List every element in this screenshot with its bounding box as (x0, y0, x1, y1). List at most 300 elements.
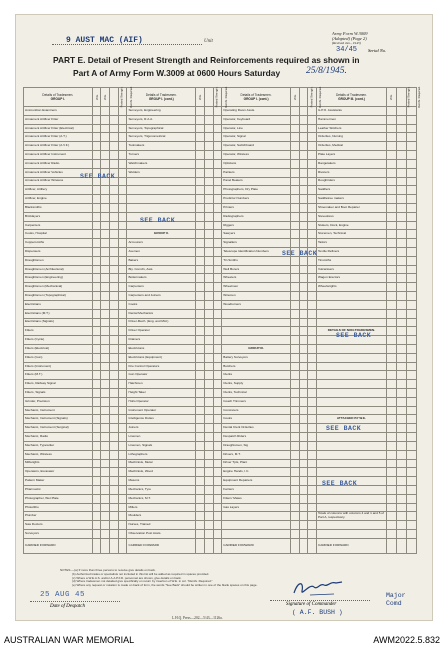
count-cell (299, 406, 308, 415)
count-cell (396, 530, 406, 539)
count-cell (92, 203, 101, 212)
trade-cell: Storemen, Technical (317, 230, 387, 239)
count-cell (204, 327, 213, 336)
count-cell (406, 362, 416, 371)
count-cell (118, 265, 127, 274)
count-cell (204, 107, 213, 116)
count-cell (308, 300, 317, 309)
col-header-reinfs: Reinfs. Required. (308, 88, 317, 107)
count-cell (386, 441, 396, 450)
count-cell (299, 168, 308, 177)
count-cell (204, 256, 213, 265)
trade-cell: Grinder, Precision (24, 397, 93, 406)
count-cell (118, 433, 127, 442)
count-cell (101, 142, 110, 151)
count-cell (396, 230, 406, 239)
count-cell (386, 468, 396, 477)
count-cell (196, 530, 205, 539)
count-cell (101, 441, 110, 450)
count-cell (299, 107, 308, 116)
count-cell (118, 115, 127, 124)
count-cell (308, 203, 317, 212)
table-row (24, 485, 417, 494)
count-cell (299, 380, 308, 389)
table-row (24, 203, 417, 212)
trade-cell: Surveyors, Engineering (127, 107, 196, 116)
count-cell (213, 336, 222, 345)
count-cell (299, 441, 308, 450)
count-cell (386, 371, 396, 380)
trade-cell (317, 371, 387, 380)
count-cell (204, 459, 213, 468)
count-cell (118, 256, 127, 265)
count-cell (406, 485, 416, 494)
count-cell (118, 441, 127, 450)
trade-cell: Saw Doctors (24, 521, 93, 530)
count-cell (308, 503, 317, 512)
count-cell (92, 389, 101, 398)
count-cell (386, 283, 396, 292)
count-cell (92, 477, 101, 486)
trade-cell: Fitters (Cycle) (24, 336, 93, 345)
count-cell (386, 415, 396, 424)
count-cell (290, 274, 299, 283)
count-cell (204, 415, 213, 424)
count-cell (196, 318, 205, 327)
count-cell (290, 195, 299, 204)
count-cell (204, 300, 213, 309)
count-cell (406, 521, 416, 530)
count-cell (101, 336, 110, 345)
count-cell (290, 300, 299, 309)
count-cell (110, 239, 119, 248)
count-cell (92, 336, 101, 345)
count-cell (290, 107, 299, 116)
trade-cell: Coach Trimmers (222, 397, 291, 406)
trade-cell: Rangetakers (317, 159, 387, 168)
count-cell (290, 459, 299, 468)
count-cell (204, 195, 213, 204)
table-row (24, 151, 417, 160)
trade-cell: Gun Operator (127, 371, 196, 380)
count-cell (386, 538, 396, 553)
count-cell (101, 477, 110, 486)
table-row (24, 530, 417, 539)
trade-cell: Electricians (24, 300, 93, 309)
trade-cell: Armament Artificer Fitter (24, 115, 93, 124)
trade-cell: Armament Artificer Fitter (Electrical) (24, 124, 93, 133)
count-cell (101, 468, 110, 477)
count-cell (406, 124, 416, 133)
count-cell (118, 538, 127, 553)
see-back-stamp: SEE BACK (80, 173, 116, 180)
table-row (24, 353, 417, 362)
trade-cell (317, 380, 387, 389)
count-cell (406, 433, 416, 442)
count-cell (406, 468, 416, 477)
count-cell (196, 265, 205, 274)
trade-cell: Fitters, Railway Signal (24, 380, 93, 389)
count-cell (110, 195, 119, 204)
trade-cell: Engine Hands, I.C. (222, 468, 291, 477)
trade-cell: Fitters (Electrical) (24, 344, 93, 353)
count-cell (101, 212, 110, 221)
count-cell (204, 433, 213, 442)
trade-cell: G.P.O. Assistants (317, 107, 387, 116)
count-cell (196, 441, 205, 450)
count-cell (213, 318, 222, 327)
table-row (24, 142, 417, 151)
count-cell (406, 441, 416, 450)
count-cell (396, 450, 406, 459)
count-cell (406, 186, 416, 195)
count-cell (110, 538, 119, 553)
signature-label: Signature of Commander (286, 602, 337, 607)
trade-cell (317, 353, 387, 362)
trade-cell (222, 318, 291, 327)
count-cell (386, 353, 396, 362)
count-cell (92, 265, 101, 274)
count-cell (386, 230, 396, 239)
count-cell (396, 344, 406, 353)
count-cell (308, 477, 317, 486)
count-cell (196, 521, 205, 530)
trade-cell (317, 389, 387, 398)
count-cell (213, 107, 222, 116)
count-cell (396, 300, 406, 309)
count-cell (406, 477, 416, 486)
count-cell (110, 115, 119, 124)
count-cell (213, 380, 222, 389)
count-cell (213, 477, 222, 486)
count-cell (196, 380, 205, 389)
trade-cell: Pharmacist (24, 485, 93, 494)
count-cell (92, 248, 101, 257)
count-cell (101, 115, 110, 124)
notes-block (60, 569, 257, 588)
table-row (24, 450, 417, 459)
trade-cell: Surveyors (24, 530, 93, 539)
trade-cell: Driver Operator (127, 327, 196, 336)
count-cell (118, 309, 127, 318)
count-cell (386, 292, 396, 301)
count-cell (308, 521, 317, 530)
count-cell (386, 124, 396, 133)
count-cell (386, 512, 396, 521)
count-cell (213, 450, 222, 459)
count-cell (196, 274, 205, 283)
count-cell (386, 195, 396, 204)
count-cell (204, 283, 213, 292)
count-cell (213, 468, 222, 477)
table-row (24, 212, 417, 221)
count-cell (308, 283, 317, 292)
count-cell (396, 177, 406, 186)
count-cell (101, 397, 110, 406)
count-cell (101, 124, 110, 133)
table-row (24, 441, 417, 450)
count-cell (101, 503, 110, 512)
trade-cell: Linemen, Signals (127, 441, 196, 450)
count-cell (92, 221, 101, 230)
count-cell (406, 265, 416, 274)
table-row (24, 274, 417, 283)
count-cell (110, 221, 119, 230)
col-header-posted: Posted Strength. (110, 88, 119, 107)
count-cell (92, 318, 101, 327)
count-cell (299, 239, 308, 248)
count-cell (204, 477, 213, 486)
trade-cell (222, 327, 291, 336)
count-cell (213, 177, 222, 186)
signature-underline (270, 600, 370, 601)
see-back-stamp: SEE BACK (326, 425, 362, 432)
count-cell (308, 389, 317, 398)
trade-cell: Well Borers (222, 265, 291, 274)
trade-cell: Orderlies, Nursing (317, 133, 387, 142)
count-cell (204, 159, 213, 168)
col-header-we: W.E. (92, 88, 101, 107)
count-cell (290, 336, 299, 345)
count-cell (110, 530, 119, 539)
trade-cell: Fitters (M.T.) (24, 371, 93, 380)
trade-cell: Tin Smiths (222, 256, 291, 265)
trade-cell: Carpenters (127, 283, 196, 292)
count-cell (110, 186, 119, 195)
count-cell (290, 353, 299, 362)
trade-cell: Bricklayers (24, 212, 93, 221)
count-cell (290, 415, 299, 424)
trade-cell: Despatch Riders (222, 433, 291, 442)
count-cell (386, 336, 396, 345)
count-cell (118, 477, 127, 486)
count-cell (290, 265, 299, 274)
count-cell (101, 283, 110, 292)
count-cell (406, 327, 416, 336)
date-handwritten: 25/8/1945. (306, 66, 347, 76)
table-row (24, 159, 417, 168)
count-cell (101, 512, 110, 521)
count-cell (396, 195, 406, 204)
table-row (24, 124, 417, 133)
count-cell (290, 424, 299, 433)
count-cell (213, 195, 222, 204)
count-cell (406, 274, 416, 283)
trade-cell: Mechanics, Tyre (127, 485, 196, 494)
count-cell (290, 159, 299, 168)
count-cell (386, 344, 396, 353)
trade-cell: Equipment Repairers (222, 477, 291, 486)
count-cell (290, 433, 299, 442)
count-cell (308, 450, 317, 459)
trade-cell: Draughtsmen (Topographical) (24, 292, 93, 301)
count-cell (396, 212, 406, 221)
count-cell (92, 239, 101, 248)
count-cell (92, 256, 101, 265)
count-cell (406, 177, 416, 186)
count-cell (299, 468, 308, 477)
count-cell (196, 344, 205, 353)
trade-cell: Millers (127, 503, 196, 512)
count-cell (196, 230, 205, 239)
count-cell (308, 168, 317, 177)
form-line: Army Form W.3009 (332, 31, 368, 36)
count-cell (92, 151, 101, 160)
table-row (24, 512, 417, 521)
trade-cell: Saddlers (317, 186, 387, 195)
count-cell (406, 300, 416, 309)
count-cell (196, 450, 205, 459)
count-cell (396, 477, 406, 486)
count-cell (110, 230, 119, 239)
trade-cell: Fire Control Operators (127, 362, 196, 371)
count-cell (396, 159, 406, 168)
trade-cell: Cooks, Hospital (24, 230, 93, 239)
count-cell (101, 203, 110, 212)
count-cell (396, 371, 406, 380)
trade-cell: Drainers (127, 336, 196, 345)
count-cell (118, 221, 127, 230)
count-cell (299, 151, 308, 160)
trade-cell: Sawyers (222, 230, 291, 239)
count-cell (213, 353, 222, 362)
count-cell (386, 300, 396, 309)
count-cell (101, 530, 110, 539)
trade-cell: Mechanics, M.T. (127, 494, 196, 503)
trade-cell: Mechanic, Typewriter (24, 441, 93, 450)
count-cell (204, 318, 213, 327)
count-cell (118, 468, 127, 477)
trade-cell: Operators, Excavator (24, 468, 93, 477)
count-cell (110, 292, 119, 301)
count-cell (118, 327, 127, 336)
count-cell (213, 362, 222, 371)
count-cell (92, 212, 101, 221)
count-cell (101, 389, 110, 398)
count-cell (110, 309, 119, 318)
count-cell (213, 538, 222, 553)
trade-cell: Opticians (222, 159, 291, 168)
trade-cell (127, 203, 196, 212)
count-cell (196, 256, 205, 265)
carried-forward-label: CARRIED FORWARD (127, 538, 196, 553)
count-cell (92, 485, 101, 494)
trade-cell: Driver Tpts, Plant (222, 459, 291, 468)
count-cell (308, 468, 317, 477)
trade-cell: Armament Artificer Fitter (A.T.) (24, 133, 93, 142)
count-cell (386, 168, 396, 177)
count-cell (110, 133, 119, 142)
count-cell (290, 239, 299, 248)
count-cell (204, 248, 213, 257)
count-cell (386, 212, 396, 221)
table-row (24, 292, 417, 301)
count-cell (118, 283, 127, 292)
count-cell (204, 239, 213, 248)
trade-cell: Carpenters and Joiners (127, 292, 196, 301)
count-cell (110, 336, 119, 345)
trade-cell: Cooks (222, 415, 291, 424)
count-cell (396, 433, 406, 442)
count-cell (118, 424, 127, 433)
count-cell (196, 212, 205, 221)
count-cell (204, 380, 213, 389)
count-cell (204, 485, 213, 494)
count-cell (406, 494, 416, 503)
signature-name-typed: ( A.F. BUSH ) (292, 609, 343, 616)
count-cell (196, 327, 205, 336)
count-cell (110, 494, 119, 503)
signature-mark (290, 577, 350, 599)
caption-left: AUSTRALIAN WAR MEMORIAL (4, 635, 135, 645)
count-cell (299, 371, 308, 380)
count-cell (204, 274, 213, 283)
count-cell (386, 494, 396, 503)
table-row (24, 309, 417, 318)
count-cell (92, 397, 101, 406)
count-cell (196, 124, 205, 133)
title-line-1: PART E. Detail of Present Strength and Reinforcements required as shown in (53, 55, 360, 65)
count-cell (204, 344, 213, 353)
trade-cell (127, 195, 196, 204)
trade-cell (222, 309, 291, 318)
count-cell (299, 415, 308, 424)
table-row (24, 406, 417, 415)
count-cell (204, 530, 213, 539)
count-cell (290, 230, 299, 239)
table-row (24, 186, 417, 195)
count-cell (110, 485, 119, 494)
count-cell (213, 406, 222, 415)
count-cell (101, 239, 110, 248)
count-cell (396, 380, 406, 389)
count-cell (386, 459, 396, 468)
count-cell (290, 485, 299, 494)
col-header-details: Details of Tradesmen. GROUP I. (cont.) (222, 88, 291, 107)
count-cell (308, 239, 317, 248)
count-cell (92, 362, 101, 371)
count-cell (308, 292, 317, 301)
count-cell (110, 468, 119, 477)
count-cell (213, 344, 222, 353)
count-cell (92, 459, 101, 468)
count-cell (396, 274, 406, 283)
trade-cell: Hollo Operator (127, 397, 196, 406)
count-cell (101, 159, 110, 168)
count-cell (299, 124, 308, 133)
count-cell (118, 371, 127, 380)
count-cell (406, 344, 416, 353)
count-cell (396, 203, 406, 212)
count-cell (213, 133, 222, 142)
trade-cell: Pattern Maker (24, 477, 93, 486)
count-cell (110, 503, 119, 512)
count-cell (299, 159, 308, 168)
count-cell (299, 459, 308, 468)
count-cell (213, 512, 222, 521)
count-cell (92, 115, 101, 124)
count-cell (92, 424, 101, 433)
note-line: (e) Where any request or notation is made on back of form, the words "See Back" should be written in one of the blank spaces on this page. (72, 583, 258, 588)
count-cell (290, 406, 299, 415)
carried-forward-label: CARRIED FORWARD (222, 538, 291, 553)
trade-cell (222, 512, 291, 521)
count-cell (118, 521, 127, 530)
count-cell (118, 380, 127, 389)
count-cell (406, 107, 416, 116)
count-cell (299, 362, 308, 371)
count-cell (118, 203, 127, 212)
